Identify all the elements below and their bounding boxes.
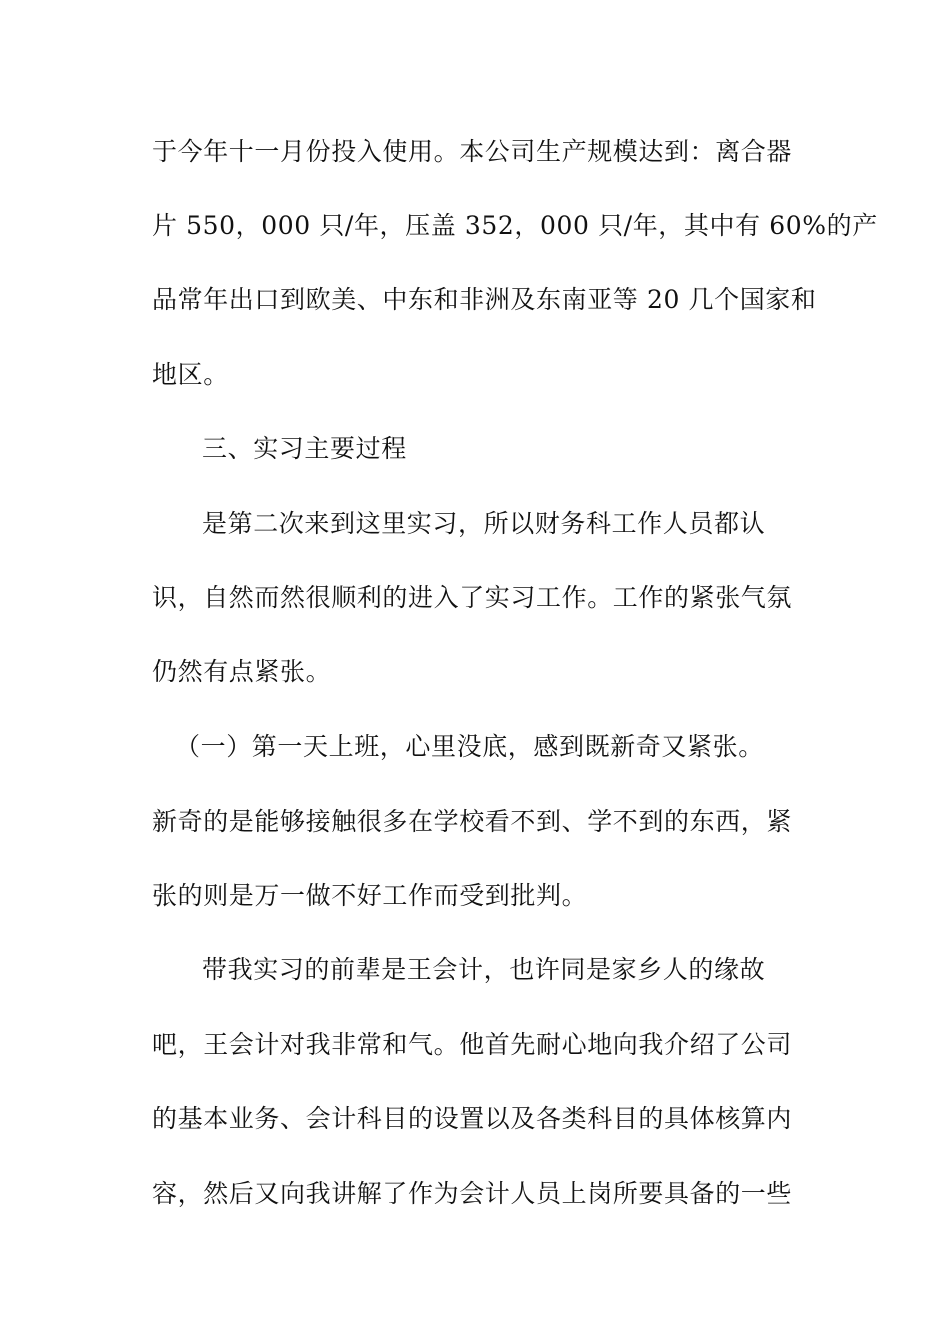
paragraph-line: 带我实习的前辈是王会计，也许同是家乡人的缘故 [202, 955, 766, 984]
paragraph-line: 新奇的是能够接触很多在学校看不到、学不到的东西，紧 [152, 807, 793, 836]
paragraph-line: 是第二次来到这里实习，所以财务科工作人员都认 [202, 509, 766, 538]
paragraph-line: 仍然有点紧张。 [152, 657, 332, 686]
paragraph-line: 张的则是万一做不好工作而受到批判。 [152, 881, 588, 910]
paragraph-line: 品常年出口到欧美、中东和非洲及东南亚等 20 几个国家和 [152, 285, 817, 314]
paragraph-line: 吧，王会计对我非常和气。他首先耐心地向我介绍了公司 [152, 1030, 793, 1059]
section-heading: 三、实习主要过程 [202, 434, 407, 463]
paragraph-line: 于今年十一月份投入使用。本公司生产规模达到：离合器 [152, 137, 793, 166]
paragraph-line: 片 550，000 只/年，压盖 352，000 只/年，其中有 60%的产 [152, 211, 878, 240]
paragraph-line: 识，自然而然很顺利的进入了实习工作。工作的紧张气氛 [152, 583, 793, 612]
paragraph-line: 的基本业务、会计科目的设置以及各类科目的具体核算内 [152, 1104, 793, 1133]
paragraph-line: 地区。 [152, 360, 229, 389]
subsection-line: （一）第一天上班，心里没底，感到既新奇又紧张。 [175, 732, 764, 761]
paragraph-line: 容，然后又向我讲解了作为会计人员上岗所要具备的一些 [152, 1179, 793, 1208]
